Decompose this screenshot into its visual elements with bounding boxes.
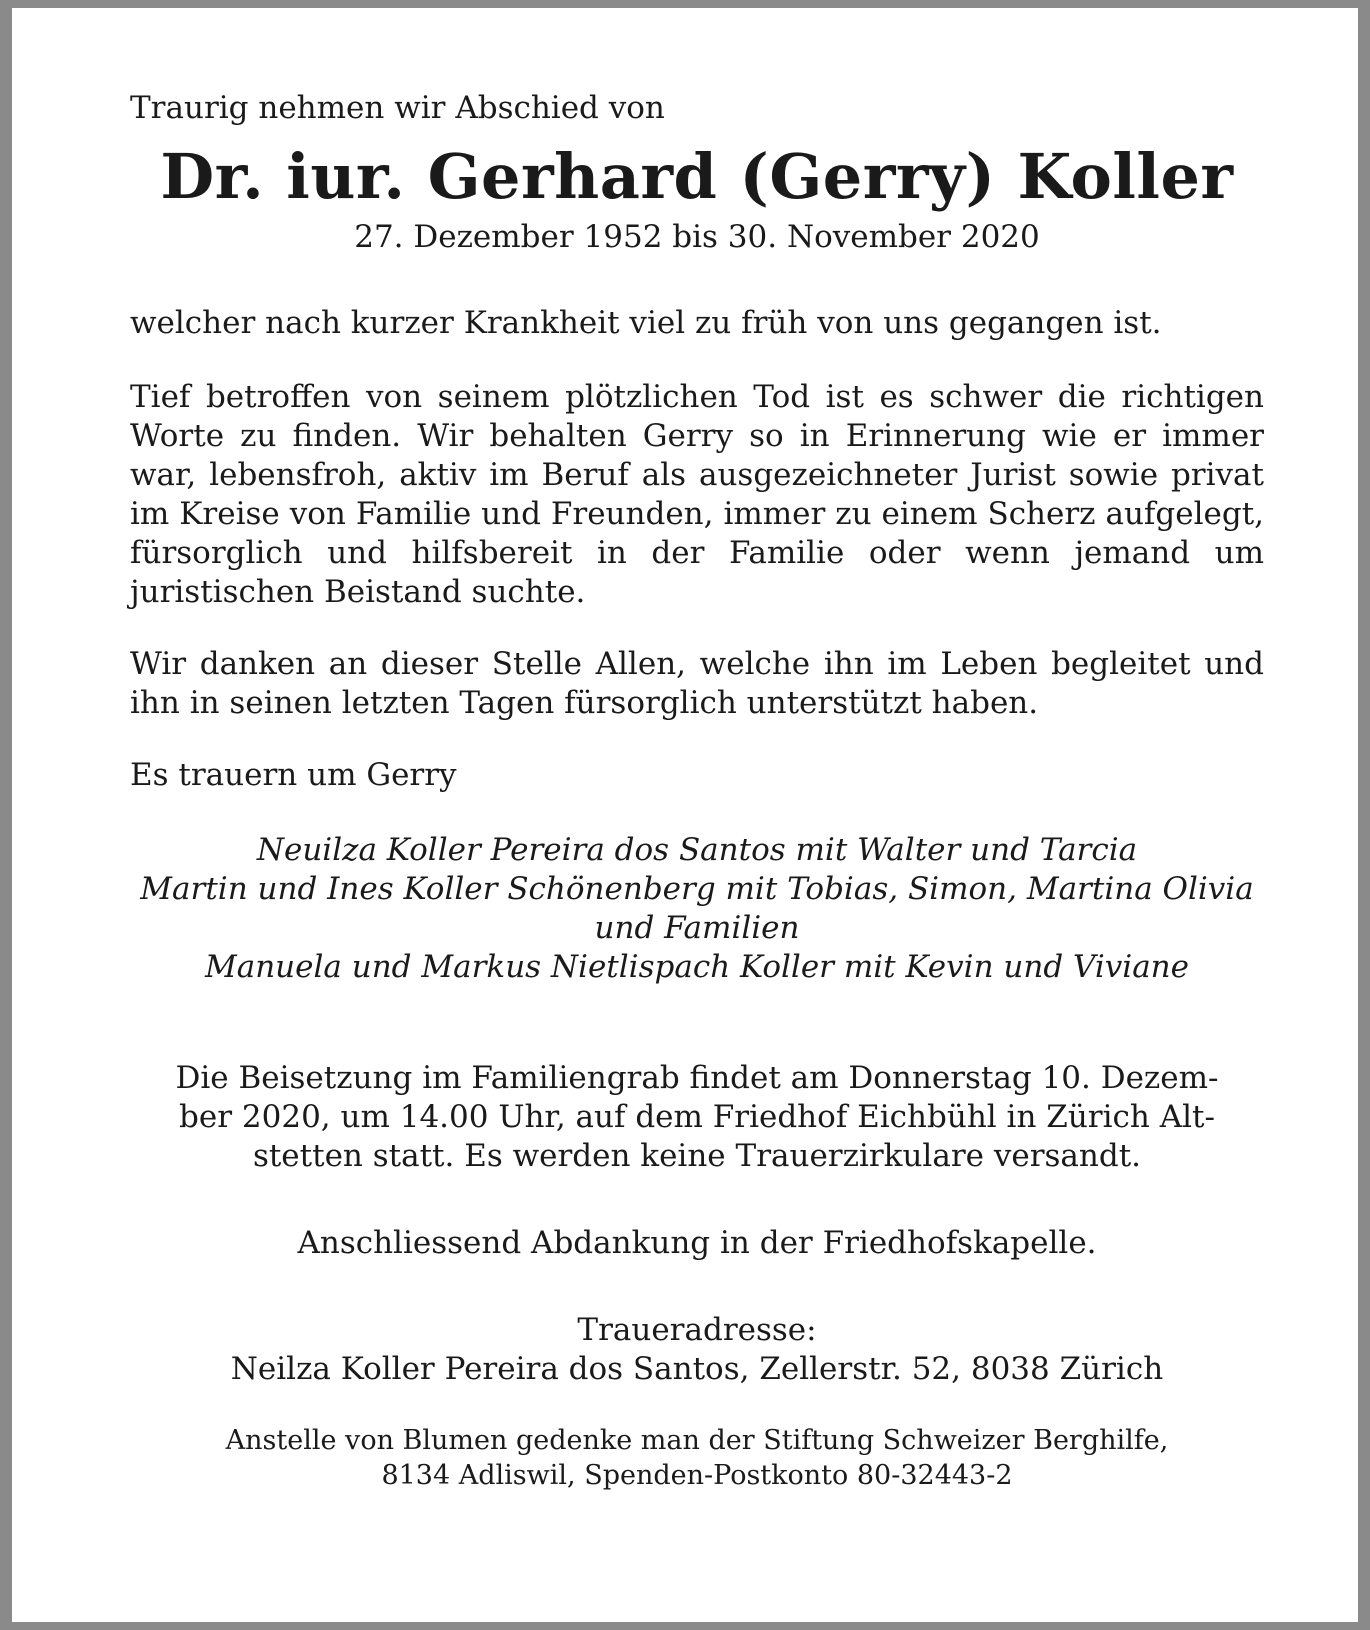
burial-line: Die Beisetzung im Familiengrab findet am Donnerstag 10. Dezem- xyxy=(175,1060,1219,1096)
mourners-intro: Es trauern um Gerry xyxy=(130,757,457,793)
service-line: Anschliessend Abdankung in der Friedhofskapelle. xyxy=(297,1225,1097,1261)
burial-line: stetten statt. Es werden keine Trauerzirkulare versandt. xyxy=(252,1138,1142,1174)
deceased-name: Dr. iur. Gerhard (Gerry) Koller xyxy=(160,140,1234,213)
address-line: Neilza Koller Pereira dos Santos, Zellerstr. 52, 8038 Zürich xyxy=(230,1351,1164,1387)
mourner-line: Manuela und Markus Nietlispach Koller mit Kevin und Viviane xyxy=(204,949,1189,985)
intro-line: Traurig nehmen wir Abschied von xyxy=(130,90,665,126)
burial-line: ber 2020, um 14.00 Uhr, auf dem Friedhof Eichbühl in Zürich Alt- xyxy=(179,1099,1215,1135)
burial-info xyxy=(130,1059,1264,1176)
mourner-line: Martin und Ines Koller Schönenberg mit Tobias, Simon, Martina Olivia xyxy=(140,871,1254,907)
passing-line: welcher nach kurzer Krankheit viel zu früh von uns gegangen ist. xyxy=(130,305,1162,341)
mourner-line: Neuilza Koller Pereira dos Santos mit Walter und Tarcia xyxy=(256,832,1138,868)
mourners-list xyxy=(130,831,1264,987)
donation-info xyxy=(130,1423,1264,1493)
tribute-paragraph: Tief betroffen von seinem plötzlichen Tod ist es schwer die richtigen Worte zu finden. Wir behalten Gerry so in Erinnerung wie er immer war, lebensfroh, aktiv im Beruf als ausgezeichneter Jurist sowie privat im Kreise von Familie und Freunden, immer zu einem Scherz aufgelegt, fürsorglich und hilfsbereit in der Familie oder wenn jemand um juristischen Beistand suchte. xyxy=(130,379,1264,610)
address-label: Traueradresse: xyxy=(577,1312,817,1348)
mourner-line: und Familien xyxy=(594,910,800,946)
donation-line: Anstelle von Blumen gedenke man der Stiftung Schweizer Berghilfe, xyxy=(225,1425,1169,1456)
obituary-notice xyxy=(130,88,1264,1493)
thanks-paragraph: Wir danken an dieser Stelle Allen, welche ihn im Leben begleitet und ihn in seinen letzten Tagen fürsorglich unterstützt haben. xyxy=(130,646,1264,721)
donation-line: 8134 Adliswil, Spenden-Postkonto 80-32443-2 xyxy=(381,1460,1013,1491)
life-dates: 27. Dezember 1952 bis 30. November 2020 xyxy=(354,219,1040,255)
